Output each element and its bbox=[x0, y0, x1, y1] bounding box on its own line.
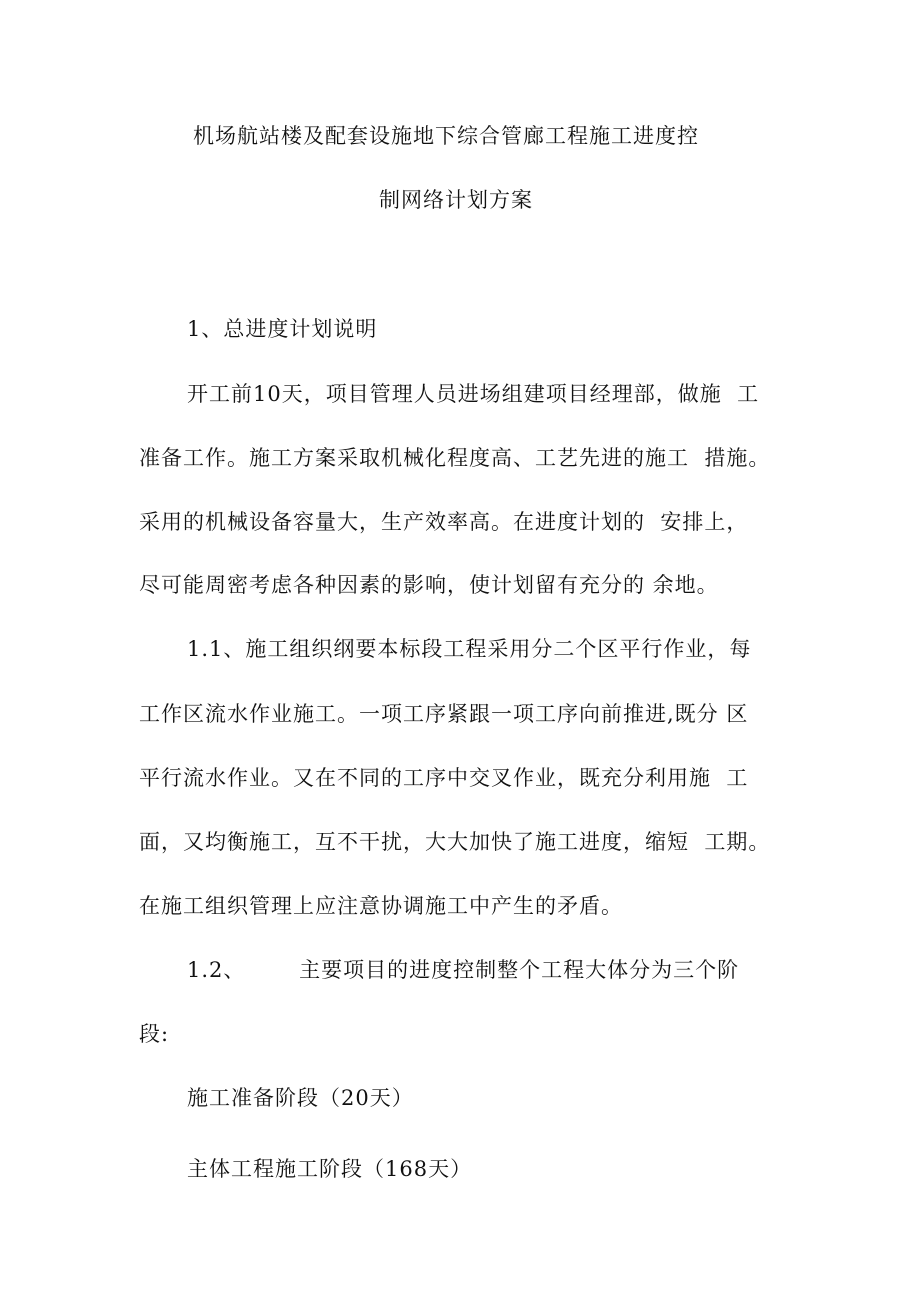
paragraph-line: 段: bbox=[139, 1022, 170, 1046]
paragraph-line: 采用的机械设备容量大，生产效率高。在进度计划的 安排上， bbox=[139, 510, 749, 534]
paragraph-line: 在施工组织管理上应注意协调施工中产生的矛盾。 bbox=[139, 894, 623, 918]
paragraph-line: 平行流水作业。又在不同的工序中交叉作业，既充分利用施 工 bbox=[139, 766, 749, 790]
paragraph-line: 1.2、 主要项目的进度控制整个工程大体分为三个阶 bbox=[187, 958, 740, 982]
document-title-line-1: 机场航站楼及配套设施地下综合管廊工程施工进度控 bbox=[193, 124, 699, 148]
paragraph-line: 尽可能周密考虑各种因素的影响，使计划留有充分的 余地。 bbox=[139, 573, 719, 597]
stage-item: 施工准备阶段（20天） bbox=[187, 1086, 414, 1110]
section-heading: 1、总进度计划说明 bbox=[187, 317, 378, 341]
paragraph-line: 准备工作。施工方案采取机械化程度高、工艺先进的施工 措施。 bbox=[139, 446, 771, 470]
stage-item: 主体工程施工阶段（168天） bbox=[187, 1157, 473, 1181]
document-title-line-2: 制网络计划方案 bbox=[379, 188, 533, 212]
paragraph-line: 1.1、施工组织纲要本标段工程采用分二个区平行作业，每 bbox=[187, 637, 752, 661]
paragraph-line: 开工前10天，项目管理人员进场组建项目经理部，做施 工 bbox=[187, 382, 760, 406]
paragraph-line: 面，又均衡施工，互不干扰，大大加快了施工进度，缩短 工期。 bbox=[139, 830, 771, 854]
paragraph-line: 工作区流水作业施工。一项工序紧跟一项工序向前推进,既分 区 bbox=[139, 702, 749, 726]
